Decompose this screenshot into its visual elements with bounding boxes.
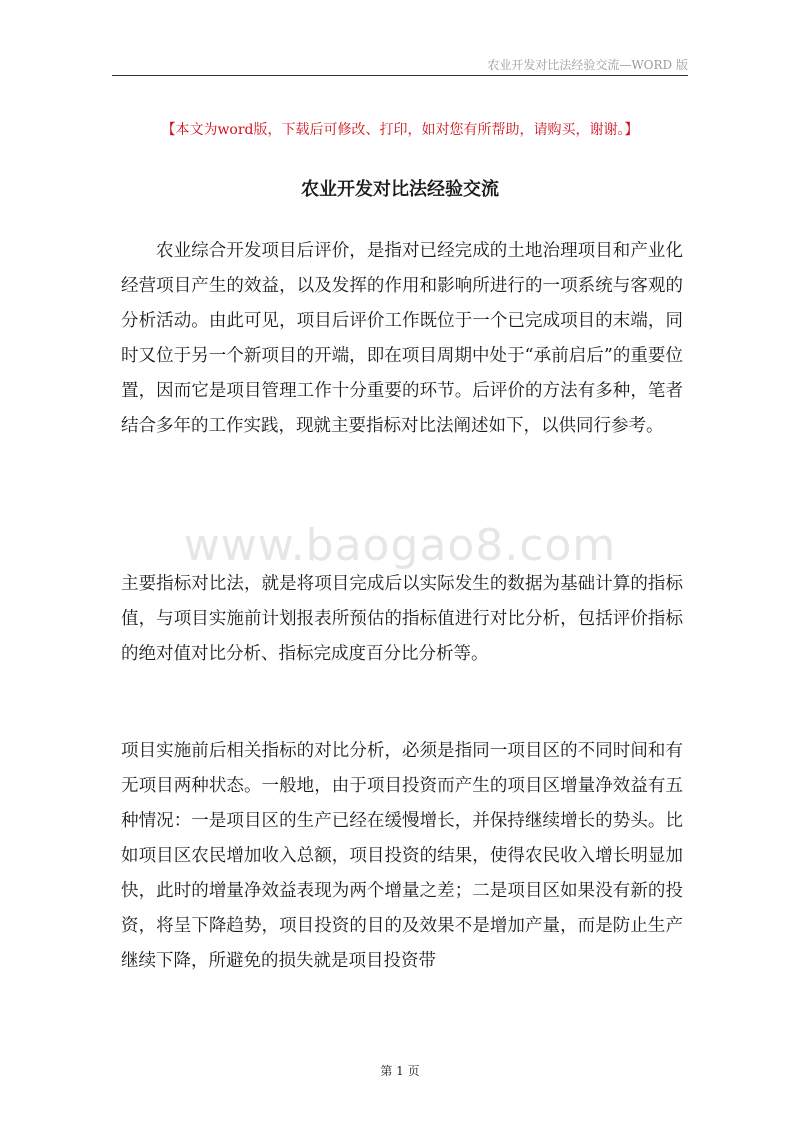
body-paragraph-1: 农业综合开发项目后评价，是指对已经完成的土地治理项目和产业化经营项目产生的效益，以及发挥的作用和影响所进行的一项系统与客观的分析活动。由此可见，项目后评价工作既位于一个已完成项目的末端，同时又位于另一个新项目的开端，即在项目周期中处于“承前启后”的重要位置，因而它是项目管理工作十分重要的环节。后评价的方法有多种，笔者结合多年的工作实践，现就主要指标对比法阐述如下，以供同行参考。: [121, 241, 683, 436]
header-divider: [112, 75, 688, 76]
running-header-title: 农业开发对比法经验交流—WORD 版: [487, 58, 688, 72]
document-title: 农业开发对比法经验交流: [301, 179, 499, 200]
watermark-text: www.baogao8.com: [183, 520, 617, 571]
body-paragraph-2: 主要指标对比法，就是将项目完成后以实际发生的数据为基础计算的指标值，与项目实施前计划报表所预估的指标值进行对比分析，包括评价指标的绝对值对比分析、指标完成度百分比分析等。: [121, 574, 683, 664]
page-number: 第 1 页: [380, 1064, 420, 1078]
body-paragraph-3: 项目实施前后相关指标的对比分析，必须是指同一项目区的不同时间和有无项目两种状态。一般地，由于项目投资而产生的项目区增量净效益有五种情况：一是项目区的生产已经在缓慢增长，并保持继续增长的势头。比如项目区农民增加收入总额，项目投资的结果，使得农民收入增长明显加快，此时的增量净效益表现为两个增量之差；二是项目区如果没有新的投资，将呈下降趋势，项目投资的目的及效果不是增加产量，而是防止生产继续下降，所避免的损失就是项目投资带: [121, 741, 683, 971]
purchase-notice: 【本文为word版，下载后可修改、打印，如对您有所帮助，请购买，谢谢。】: [161, 122, 639, 138]
